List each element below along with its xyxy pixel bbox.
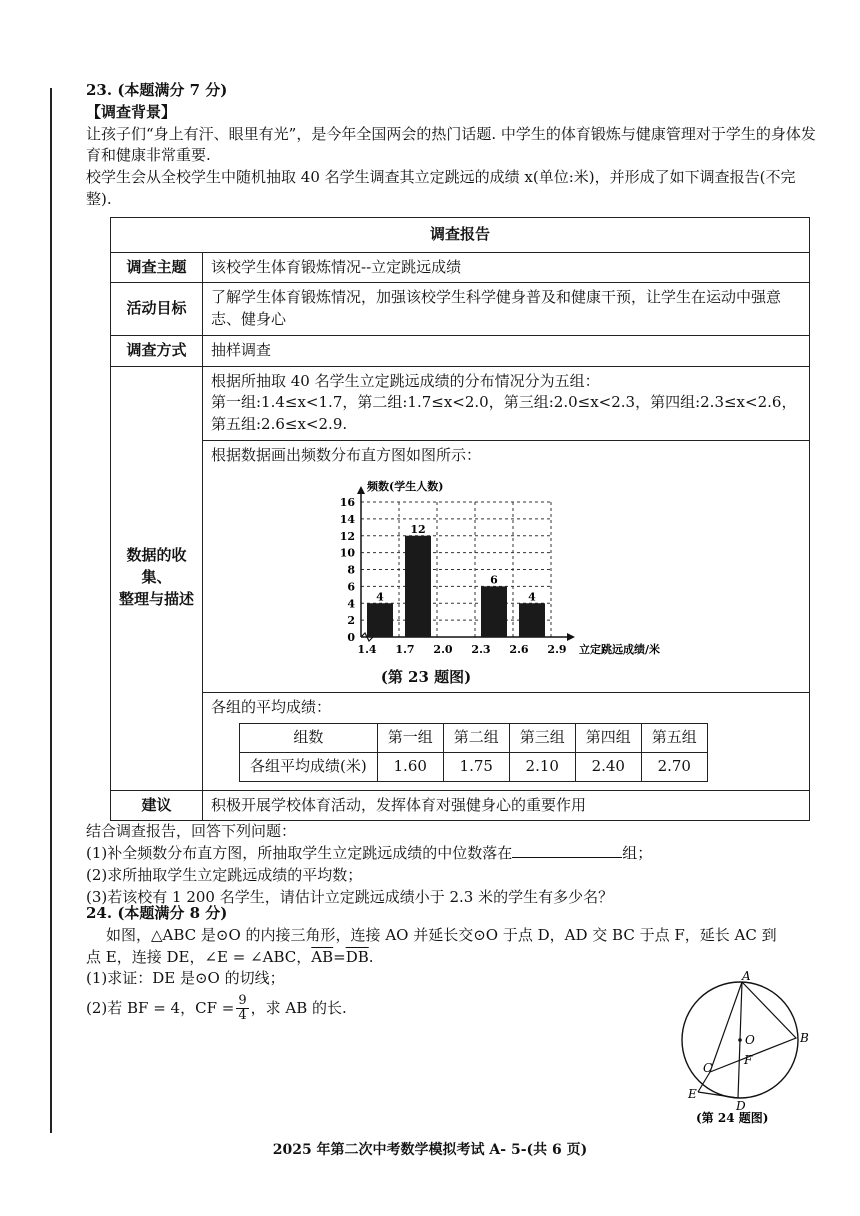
average-table	[239, 723, 708, 782]
report-row	[111, 790, 810, 821]
histogram-bar	[405, 535, 431, 636]
grouping-text-1: 根据所抽取 40 名学生立定跳远成绩的分布情况分为五组：	[211, 371, 600, 390]
circle-geometry-figure	[676, 968, 836, 1128]
data-label-line-2: 整理与描述	[119, 589, 195, 608]
line-de	[698, 1092, 738, 1098]
y-tick-label: 14	[339, 512, 355, 526]
average-header-cell: 第五组	[641, 724, 707, 753]
q23-sub-1-end: 组；	[622, 844, 653, 862]
average-value-cell: 2.40	[575, 752, 641, 781]
point-label-b: B	[800, 1031, 809, 1045]
q24-paragraph-1: 如图，△ABC 是⊙O 的内接三角形，连接 AO 并延长交⊙O 于点 D，AD 交 BC 于点 F，延长 AC 到	[106, 925, 777, 944]
report-title: 调查报告	[111, 217, 810, 252]
histogram-chart	[321, 467, 801, 667]
center-point-o	[738, 1038, 742, 1042]
point-label-d: D	[736, 1099, 746, 1113]
point-label-c: C	[703, 1061, 713, 1075]
histogram-bar	[481, 586, 507, 637]
q24-sub-2-text: (2)若 BF = 4，CF =	[86, 998, 235, 1017]
q24-paragraph-2	[86, 947, 816, 969]
report-row	[111, 283, 810, 336]
point-label-a: A	[742, 969, 751, 983]
row-label: 调查方式	[111, 335, 203, 366]
report-row	[111, 366, 810, 440]
q23-paragraph-2: 校学生会从全校学生中随机抽取 40 名学生调查其立定跳远的成绩 x(单位:米)，并形成了如下调查报告(不完整).	[86, 168, 796, 208]
arc-ab: $\overline{AB}$	[311, 947, 334, 966]
question-24-head: 24. (本题满分 8 分)	[86, 904, 228, 922]
average-value-cell: 2.70	[641, 752, 707, 781]
y-tick-label: 12	[339, 529, 355, 543]
margin-line	[50, 88, 52, 1133]
histogram-bar	[367, 603, 393, 637]
q23-paragraph-1: 让孩子们“身上有汗、眼里有光”，是今年全国两会的热门话题. 中学生的体育锻炼与健康管理对于学生的身体发育和健康非常重要.	[86, 124, 816, 165]
y-tick-label: 8	[347, 563, 355, 576]
q24-sub-1: (1)求证：DE 是⊙O 的切线；	[86, 969, 285, 988]
y-tick-label: 2	[347, 613, 355, 627]
histogram-cell	[203, 440, 810, 693]
average-value-cell: 1.60	[377, 752, 443, 781]
arc-db: $\overline{DB}$	[345, 947, 369, 966]
average-header-cell: 第一组	[377, 724, 443, 753]
background-label: 【调查背景】	[86, 102, 177, 121]
point-label-o: O	[745, 1033, 755, 1047]
average-value-cell: 各组平均成绩(米)	[240, 752, 378, 781]
suggest-content: 积极开展学校体育活动，发挥体育对强健身心的重要作用	[203, 790, 810, 821]
q24-p2-text: 点 E，连接 DE，∠E = ∠ABC，	[86, 947, 312, 966]
y-tick-label: 16	[339, 495, 355, 509]
bar-value-label: 6	[490, 572, 498, 586]
q23-sub-2: (2)求所抽取学生立定跳远成绩的平均数；	[86, 865, 363, 884]
figure-23-caption: (第 23 题图)	[380, 667, 472, 686]
average-header-cell: 组数	[240, 724, 378, 753]
x-tick-label: 1.7	[395, 642, 415, 656]
data-row-label	[111, 366, 203, 790]
report-row	[111, 252, 810, 283]
average-value-cell: 1.75	[443, 752, 509, 781]
fraction-numerator: 9	[238, 993, 247, 1008]
question-23	[86, 80, 816, 908]
grouping-text-2: 第一组:1.4≤x<1.7，第二组:1.7≤x<2.0，第三组:2.0≤x<2.3，第四组:2.3≤x<2.6，第五组:2.6≤x<2.9.	[211, 393, 797, 433]
average-value-cell: 2.10	[509, 752, 575, 781]
average-intro: 各组的平均成绩：	[211, 698, 332, 717]
average-cell	[203, 693, 810, 790]
row-content: 了解学生体育锻炼情况，加强该校学生科学健身普及和健康干预，让学生在运动中强意志、健身心	[203, 283, 810, 336]
equals-sign: =	[333, 947, 346, 966]
histogram-bar	[519, 603, 545, 637]
q23-sub-3: (3)若该校有 1 200 名学生，请估计立定跳远成绩小于 2.3 米的学生有多少名？	[86, 887, 614, 906]
point-label-f: F	[744, 1053, 753, 1067]
average-header-cell: 第三组	[509, 724, 575, 753]
fraction-9-4	[236, 994, 248, 1024]
grouping-text	[203, 366, 810, 440]
fraction-denominator: 4	[238, 1008, 247, 1024]
bar-value-label: 4	[376, 589, 384, 603]
row-content: 抽样调查	[203, 335, 810, 366]
row-label: 活动目标	[111, 283, 203, 336]
answer-blank	[512, 843, 622, 858]
q23-sub-1	[86, 843, 816, 865]
q23-after-text: 结合调查报告，回答下列问题：	[86, 822, 297, 841]
x-tick-label: 1.4	[357, 642, 377, 656]
y-tick-label: 6	[347, 579, 355, 593]
suggest-label: 建议	[111, 790, 203, 821]
row-label: 调查主题	[111, 252, 203, 283]
q24-sub-2-end: ，求 AB 的长.	[250, 998, 347, 1017]
y-axis-label: 频数(学生人数)	[367, 479, 444, 493]
bar-value-label: 4	[528, 589, 536, 603]
q24-p2-end: .	[368, 947, 374, 966]
x-tick-label: 2.6	[509, 642, 529, 656]
figure-24-caption: (第 24 题图)	[696, 1111, 769, 1125]
q23-sub-1-text: (1)补全频数分布直方图，所抽取学生立定跳远成绩的中位数落在	[86, 844, 513, 862]
report-row	[111, 335, 810, 366]
x-tick-label: 2.3	[471, 642, 491, 656]
average-header-cell: 第四组	[575, 724, 641, 753]
x-axis-label: 立定跳远成绩/米	[579, 642, 661, 656]
y-tick-label: 10	[339, 546, 355, 560]
average-header-row	[240, 724, 708, 753]
x-axis-arrow	[567, 633, 575, 641]
survey-report-table	[110, 217, 810, 822]
page-footer: 2025 年第二次中考数学模拟考试 A- 5-(共 6 页)	[272, 1142, 588, 1158]
row-content: 该校学生体育锻炼情况--立定跳远成绩	[203, 252, 810, 283]
x-tick-label: 2.0	[433, 642, 453, 656]
histogram-intro: 根据数据画出频数分布直方图如图所示：	[211, 445, 482, 464]
triangle-abc	[710, 982, 796, 1072]
question-23-head: 23. (本题满分 7 分)	[86, 81, 228, 99]
x-tick-label: 2.9	[547, 642, 567, 656]
average-value-row	[240, 752, 708, 781]
bar-value-label: 12	[410, 522, 426, 536]
histogram-svg	[321, 467, 801, 667]
average-header-cell: 第二组	[443, 724, 509, 753]
data-label-line-1: 数据的收集、	[126, 546, 187, 587]
y-axis-arrow	[357, 486, 365, 494]
y-tick-label: 0	[347, 630, 355, 644]
point-label-e: E	[688, 1087, 697, 1101]
y-tick-label: 4	[347, 596, 355, 610]
